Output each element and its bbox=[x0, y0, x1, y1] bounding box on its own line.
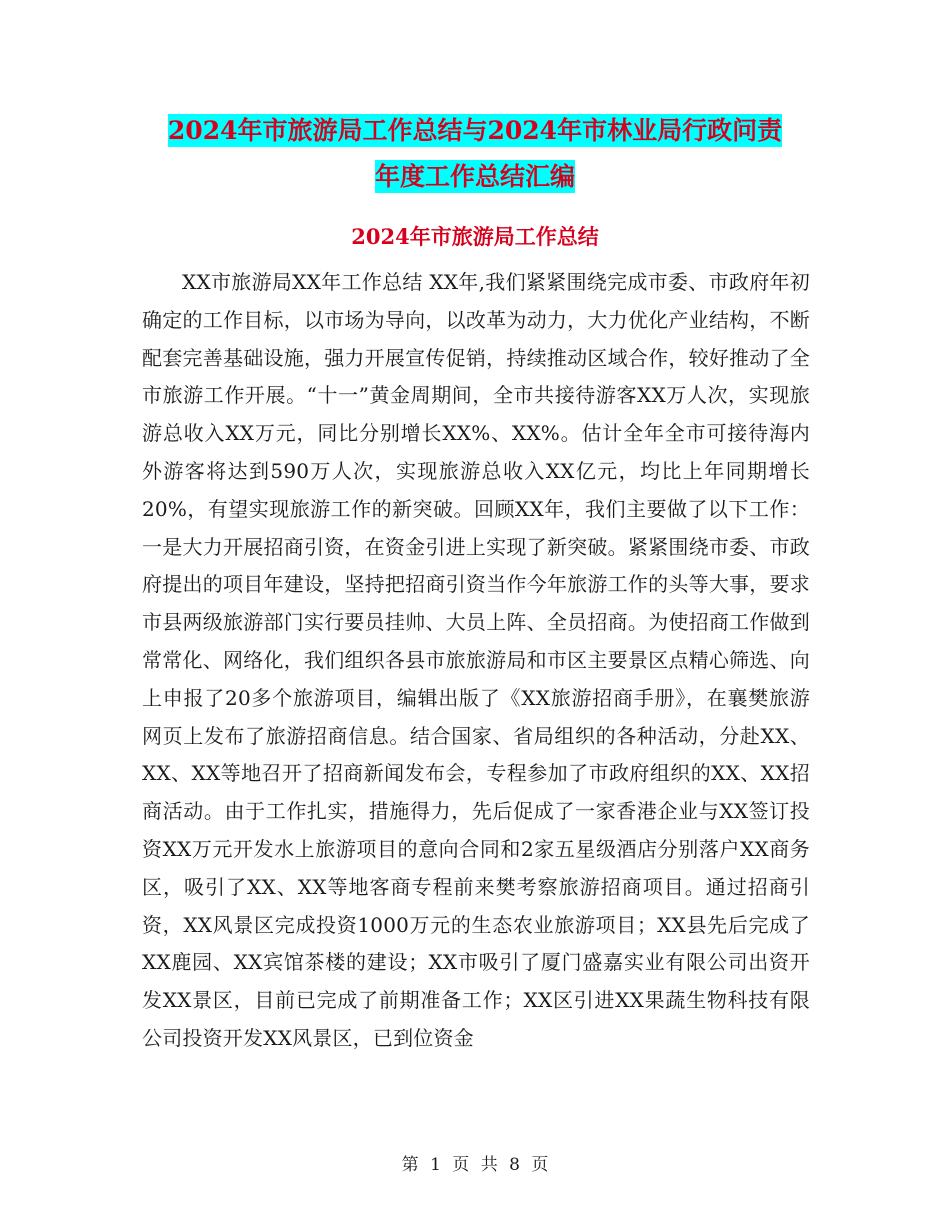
document-title bbox=[0, 108, 950, 200]
section-title: 2024年市旅游局工作总结 bbox=[351, 224, 599, 249]
page-footer: 第 1 页 共 8 页 bbox=[401, 1155, 549, 1175]
document-title-line1: 2024年市旅游局工作总结与2024年市林业局行政问责 bbox=[167, 116, 783, 145]
body-paragraph: XX市旅游局XX年工作总结 XX年,我们紧紧围绕完成市委、市政府年初确定的工作目标，以市场为导向，以改革为动力，大力优化产业结构，不断配套完善基础设施，强力开展宣传促销，持续推动区域合作，较好推动了全市旅游工作开展。“十一”黄金周期间，全市共接待游客XX万人次，实现旅游总收入XX万元，同比分别增长XX%、XX%。估计全年全市可接待海内外游客将达到590万人次，实现旅游总收入XX亿元，均比上年同期增长20%，有望实现旅游工作的新突破。回顾XX年，我们主要做了以下工作：一是大力开展招商引资，在资金引进上实现了新突破。紧紧围绕市委、市政府提出的项目年建设，坚持把招商引资当作今年旅游工作的头等大事，要求市县两级旅游部门实行要员挂帅、大员上阵、全员招商。为使招商工作做到常常化、网络化，我们组织各县市旅旅游局和市区主要景区点精心筛选、向上申报了20多个旅游项目，编辑出版了《XX旅游招商手册》，在襄樊旅游网页上发布了旅游招商信息。结合国家、省局组织的各种活动，分赴XX、XX、XX等地召开了招商新闻发布会，专程参加了市政府组织的XX、XX招商活动。由于工作扎实，措施得力，先后促成了一家香港企业与XX签订投资XX万元开发水上旅游项目的意向合同和2家五星级酒店分别落户XX商务区，吸引了XX、XX等地客商专程前来樊考察旅游招商项目。通过招商引资，XX风景区完成投资1000万元的生态农业旅游项目；XX县先后完成了XX鹿园、XX宾馆茶楼的建设；XX市吸引了厦门盛嘉实业有限公司出资开发XX景区，目前已完成了前期准备工作；XX区引进XX果蔬生物科技有限公司投资开发XX风景区，已到位资金 bbox=[142, 270, 810, 1050]
document-title-line2: 年度工作总结汇编 bbox=[374, 162, 575, 191]
